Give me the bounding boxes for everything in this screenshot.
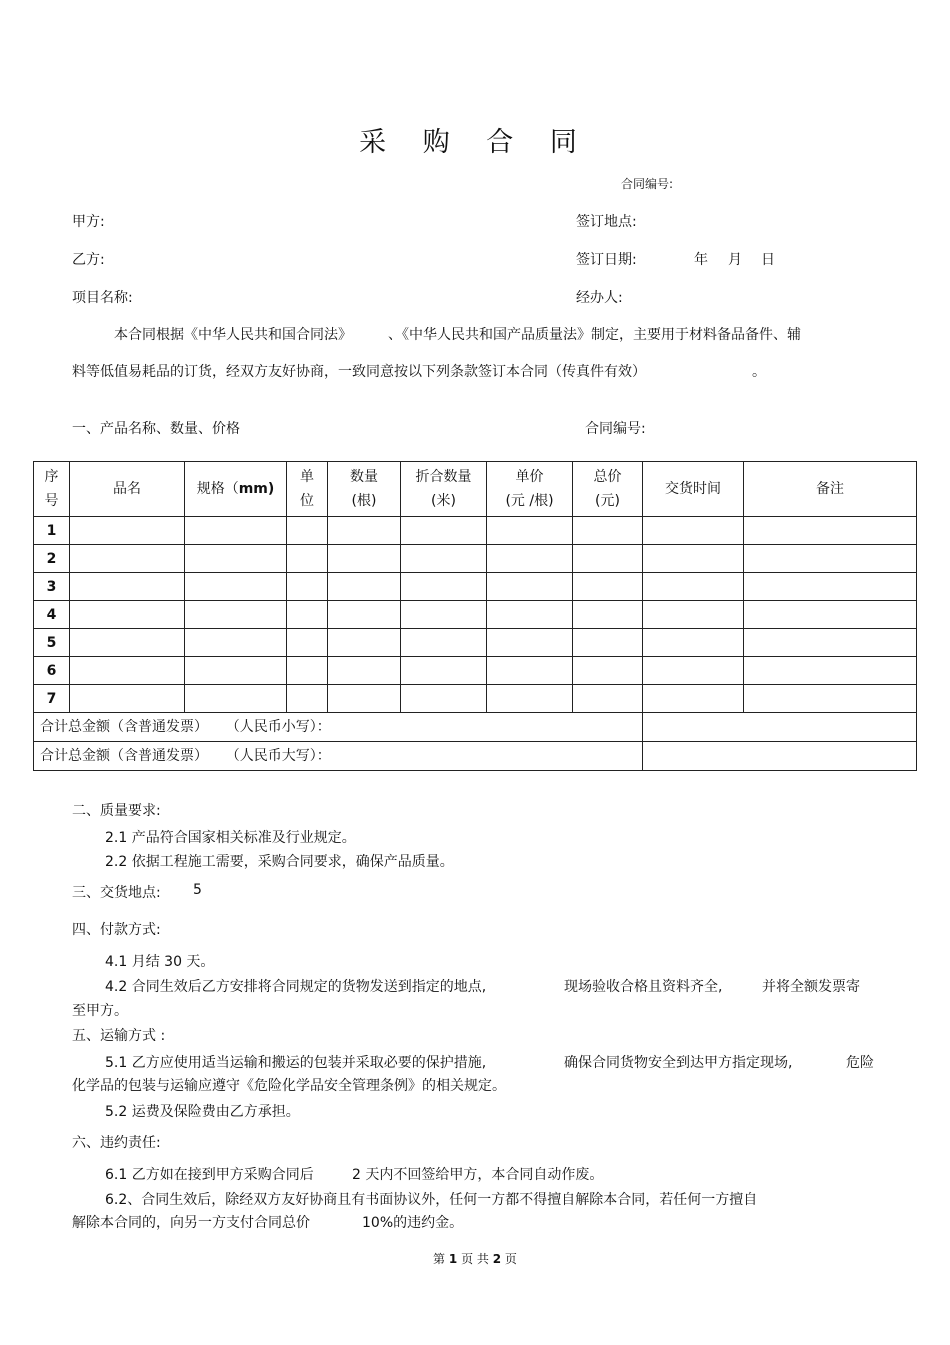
section2-title: 二、质量要求: — [72, 803, 161, 819]
section6-item2-c: 10%的违约金。 — [362, 1215, 464, 1231]
header-unit: 单 位 — [287, 462, 328, 517]
section1-contract-number: 合同编号: — [585, 421, 646, 437]
row-number: 2 — [34, 545, 70, 573]
section4-item2-b: 现场验收合格且资料齐全, — [564, 979, 723, 995]
intro-line1-b: 、《中华人民共和国产品质量法》制定，主要用于材料备品备件、辅 — [388, 327, 801, 343]
table-row — [34, 517, 917, 545]
current-page-number: 1 — [448, 1252, 458, 1266]
section4-item1: 4.1 月结 30 天。 — [105, 954, 215, 970]
section5-item1-a: 5.1 乙方应使用适当运输和搬运的包装并采取必要的保护措施, — [105, 1055, 487, 1071]
table-row — [34, 573, 917, 601]
contract-number-label: 合同编号: — [621, 177, 674, 191]
party-a-label: 甲方: — [72, 214, 105, 230]
table-row — [34, 545, 917, 573]
section4-item2-d: 至甲方。 — [72, 1003, 128, 1019]
handler-label: 经办人: — [576, 290, 623, 306]
row-number: 5 — [34, 629, 70, 657]
intro-line1-a: 本合同根据《中华人民共和国合同法》 — [114, 327, 352, 343]
row-number: 6 — [34, 657, 70, 685]
header-spec: 规格（mm) — [185, 462, 287, 517]
table-row — [34, 657, 917, 685]
party-b-label: 乙方: — [72, 252, 105, 268]
section4-item2-a: 4.2 合同生效后乙方安排将合同规定的货物发送到指定的地点, — [105, 979, 487, 995]
total-amount-small-label: 合计总金额（含普通发票） （人民币小写）： — [34, 713, 643, 742]
date-month: 月 — [728, 252, 742, 268]
section5-item1-c: 危险 — [846, 1055, 874, 1071]
section5-item1-d: 化学品的包装与运输应遵守《危险化学品安全管理条例》的相关规定。 — [72, 1078, 506, 1094]
sign-date-label: 签订日期: — [576, 252, 637, 268]
section2-item2: 2.2 依据工程施工需要，采购合同要求，确保产品质量。 — [105, 854, 454, 870]
intro-line2-a: 料等低值易耗品的订货，经双方友好协商，一致同意按以下列条款签订本合同（传真件有效） — [72, 364, 646, 380]
section6-item1-a: 6.1 乙方如在接到甲方采购合同后 — [105, 1167, 314, 1183]
header-remark: 备注 — [744, 462, 917, 517]
total-amount-big-value — [643, 742, 917, 771]
total-big-row — [34, 742, 917, 771]
section1-title: 一、产品名称、数量、价格 — [72, 421, 240, 437]
row-number: 7 — [34, 685, 70, 713]
section3-value: 5 — [193, 882, 202, 898]
section4-item2-c: 并将全额发票寄 — [762, 979, 860, 995]
row-number: 4 — [34, 601, 70, 629]
date-day: 日 — [761, 252, 775, 268]
table-row — [34, 601, 917, 629]
total-amount-small-value — [643, 713, 917, 742]
section4-title: 四、付款方式: — [72, 922, 161, 938]
header-seq: 序 号 — [34, 462, 70, 517]
date-year: 年 — [694, 252, 708, 268]
section6-item2-b: 解除本合同的，向另一方支付合同总价 — [72, 1215, 310, 1231]
product-table — [33, 461, 917, 771]
total-page-number: 2 — [492, 1252, 502, 1266]
table-row — [34, 685, 917, 713]
header-unit-price: 单价 (元 /根) — [487, 462, 573, 517]
header-quantity: 数量 (根) — [328, 462, 401, 517]
section2-item1: 2.1 产品符合国家相关标准及行业规定。 — [105, 830, 356, 846]
table-header-row — [34, 462, 917, 517]
header-total-price: 总价 (元) — [573, 462, 643, 517]
header-delivery-time: 交货时间 — [643, 462, 744, 517]
row-number: 3 — [34, 573, 70, 601]
section6-item2-a: 6.2、合同生效后，除经双方友好协商且有书面协议外，任何一方都不得擅自解除本合同，若任何一方擅自 — [105, 1192, 758, 1208]
project-name-label: 项目名称: — [72, 290, 133, 306]
table-row — [34, 629, 917, 657]
document-title: 采 购 合 同 — [359, 127, 591, 158]
section3-title: 三、交货地点: — [72, 885, 161, 901]
total-amount-big-label: 合计总金额（含普通发票） （人民币大写）： — [34, 742, 643, 771]
section6-item1-b: 2 天内不回签给甲方，本合同自动作废。 — [352, 1167, 604, 1183]
intro-line2-b: 。 — [752, 364, 766, 380]
sign-place-label: 签订地点: — [576, 214, 637, 230]
page-footer: 第 1 页 共 2 页 — [433, 1252, 517, 1266]
section6-title: 六、违约责任: — [72, 1135, 161, 1151]
section5-item1-b: 确保合同货物安全到达甲方指定现场, — [564, 1055, 793, 1071]
header-name: 品名 — [70, 462, 185, 517]
header-converted-quantity: 折合数量 (米) — [401, 462, 487, 517]
section5-item2: 5.2 运费及保险费由乙方承担。 — [105, 1104, 300, 1120]
total-small-row — [34, 713, 917, 742]
section5-title: 五、运输方式 : — [72, 1028, 166, 1044]
row-number: 1 — [34, 517, 70, 545]
